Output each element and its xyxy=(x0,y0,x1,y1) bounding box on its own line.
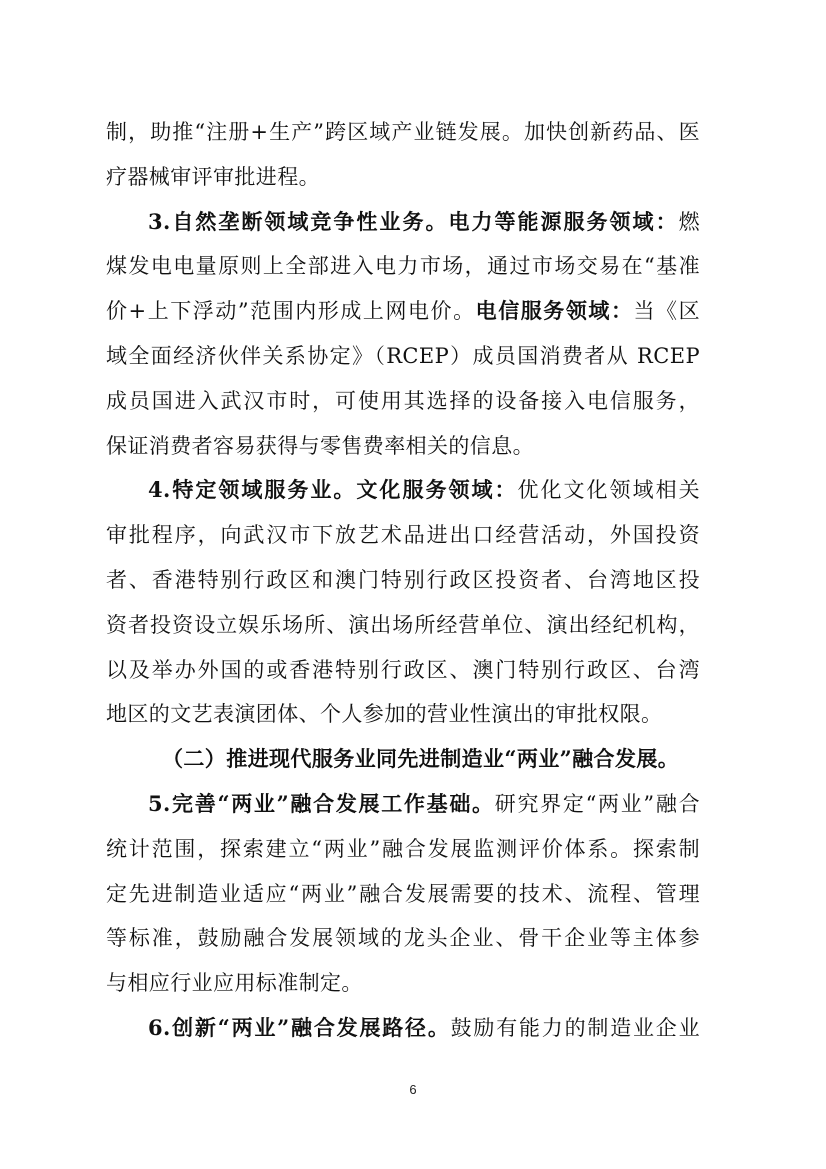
text-line xyxy=(106,513,700,558)
text-line xyxy=(106,244,700,289)
paragraph xyxy=(106,110,700,200)
line-text: 资者投资设立娱乐场所、演出场所经营单位、演出经纪机构， xyxy=(106,612,700,637)
bold-lead: 6.创新“两业”融合发展路径。 xyxy=(148,1014,451,1040)
text-line xyxy=(106,379,700,424)
text-line xyxy=(106,468,700,513)
line-text: 统计范围，探索建立“两业”融合发展监测评价体系。探索制 xyxy=(106,836,700,861)
text-line xyxy=(106,961,700,1006)
section-heading: （二）推进现代服务业同先进制造业“两业”融合发展。 xyxy=(162,746,680,772)
text-line xyxy=(106,827,700,872)
line-text: 定先进制造业适应“两业”融合发展需要的技术、流程、管理 xyxy=(106,881,700,906)
page-number: 6 xyxy=(409,1082,417,1097)
bold-lead: 电信服务领域： xyxy=(475,298,634,324)
line-text: 成员国进入武汉市时，可使用其选择的设备接入电信服务， xyxy=(106,388,700,413)
text-line xyxy=(106,334,700,379)
bold-lead: 4.特定领域服务业。文化服务领域： xyxy=(148,477,518,503)
line-text: 者、香港特别行政区和澳门特别行政区投资者、台湾地区投 xyxy=(106,567,700,592)
line-text: 制，助推“注册+生产”跨区域产业链发展。加快创新药品、医 xyxy=(106,120,700,144)
bold-lead: 5.完善“两业”融合发展工作基础。 xyxy=(148,790,495,816)
line-text: 审批程序，向武汉市下放艺术品进出口经营活动，外国投资 xyxy=(106,523,700,548)
line-text: 疗器械审评审批进程。 xyxy=(106,164,320,189)
paragraph xyxy=(106,468,700,737)
line-text: 保证消费者容易获得与零售费率相关的信息。 xyxy=(106,433,534,458)
line-text: 域全面经济伙伴关系协定》（RCEP）成员国消费者从 RCEP xyxy=(106,343,700,368)
bold-lead: 3.自然垄断领域竞争性业务。电力等能源服务领域： xyxy=(148,208,679,234)
line-text: 当《区 xyxy=(633,299,700,324)
text-line xyxy=(106,558,700,603)
line-text: 研究界定“两业”融合 xyxy=(494,791,700,816)
text-line xyxy=(106,110,700,155)
text-line xyxy=(106,155,700,200)
line-text: 价+上下浮动”范围内形成上网电价。 xyxy=(106,299,476,324)
text-line xyxy=(106,648,700,693)
paragraph xyxy=(106,200,700,469)
line-text: 以及举办外国的或香港特别行政区、澳门特别行政区、台湾 xyxy=(106,657,700,682)
line-text: 煤发电电量原则上全部进入电力市场，通过市场交易在“基准 xyxy=(106,254,700,279)
line-text: 优化文化领域相关 xyxy=(517,478,700,503)
text-line xyxy=(106,916,700,961)
line-text: 等标准，鼓励融合发展领域的龙头企业、骨干企业等主体参 xyxy=(106,926,700,951)
text-line xyxy=(106,872,700,917)
text-line xyxy=(106,424,700,469)
line-text: 与相应行业应用标准制定。 xyxy=(106,971,363,996)
text-line xyxy=(106,692,700,737)
line-text: 燃 xyxy=(678,209,700,234)
text-line xyxy=(106,289,700,334)
text-line xyxy=(106,603,700,648)
paragraph xyxy=(106,1006,700,1051)
document-body xyxy=(106,110,700,1051)
text-line xyxy=(106,782,700,827)
line-text: 鼓励有能力的制造业企业 xyxy=(450,1015,700,1040)
text-line xyxy=(106,200,700,245)
line-text: 地区的文艺表演团体、个人参加的营业性演出的审批权限。 xyxy=(106,702,663,727)
text-line xyxy=(106,1006,700,1051)
paragraph xyxy=(106,782,700,1006)
